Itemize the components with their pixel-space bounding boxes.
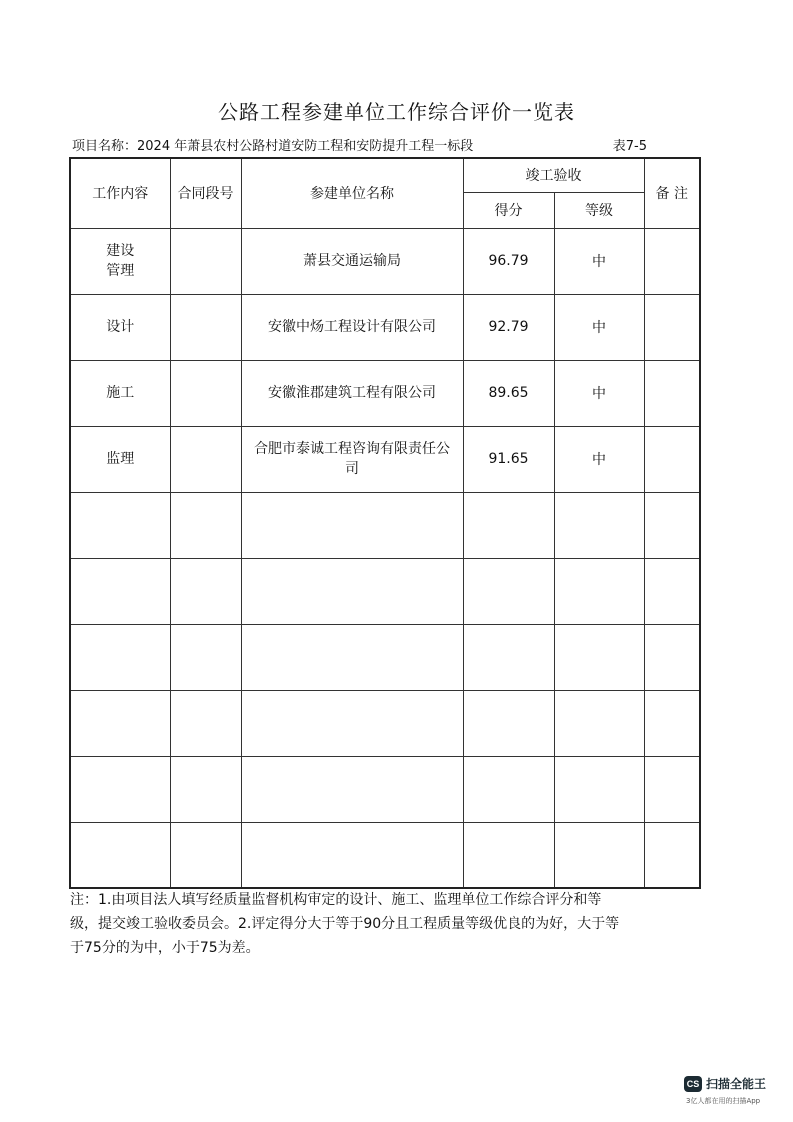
- work-content-cell: [70, 756, 170, 822]
- score-cell: 89.65: [463, 360, 554, 426]
- unit-name-cell: [241, 624, 463, 690]
- unit-name-cell: [241, 360, 463, 426]
- table-row: [70, 360, 700, 426]
- table-row: [70, 426, 700, 492]
- work-content-cell: [70, 492, 170, 558]
- grade-cell: 中: [554, 228, 644, 294]
- empty-table-row: [70, 690, 700, 756]
- contract-section-cell: [170, 624, 241, 690]
- grade-cell: [554, 756, 644, 822]
- unit-name-cell: [241, 294, 463, 360]
- score-cell: [463, 822, 554, 888]
- empty-table-row: [70, 822, 700, 888]
- document-title: 公路工程参建单位工作综合评价一览表: [218, 100, 575, 124]
- project-meta: [72, 135, 647, 154]
- work-content-cell: [70, 624, 170, 690]
- score-cell: 92.79: [463, 294, 554, 360]
- header-score: 得分: [463, 192, 554, 228]
- remark-cell: [644, 624, 700, 690]
- remark-cell: [644, 294, 700, 360]
- header-acceptance: 竣工验收: [463, 158, 644, 192]
- score-cell: [463, 624, 554, 690]
- remark-cell: [644, 360, 700, 426]
- contract-section-cell: [170, 228, 241, 294]
- header-work-content: 工作内容: [70, 158, 170, 228]
- contract-section-cell: [170, 822, 241, 888]
- score-cell: [463, 756, 554, 822]
- grade-cell: [554, 558, 644, 624]
- remark-cell: [644, 756, 700, 822]
- work-content-line: 管理: [106, 263, 135, 279]
- project-name: 2024 年萧县农村公路村道安防工程和安防提升工程一标段: [137, 139, 474, 154]
- remark-cell: [644, 690, 700, 756]
- unit-name-cell: [241, 426, 463, 492]
- remark-cell: [644, 426, 700, 492]
- empty-table-row: [70, 558, 700, 624]
- work-content-cell: [70, 360, 170, 426]
- watermark-tagline: 3亿人都在用的扫描App: [686, 1097, 761, 1105]
- unit-name-cell: [241, 822, 463, 888]
- remark-cell: [644, 228, 700, 294]
- grade-cell: [554, 492, 644, 558]
- header-grade: 等级: [554, 192, 644, 228]
- scanner-watermark: [684, 1075, 784, 1106]
- contract-section-cell: [170, 756, 241, 822]
- unit-name-cell: [241, 558, 463, 624]
- grade-cell: [554, 624, 644, 690]
- grade-cell: [554, 822, 644, 888]
- contract-section-cell: [170, 690, 241, 756]
- grade-cell: 中: [554, 294, 644, 360]
- unit-name: 合肥市泰诚工程咨询有限责任公司: [254, 441, 450, 477]
- table-body: [70, 228, 700, 888]
- work-content-cell: [70, 822, 170, 888]
- table-row: [70, 228, 700, 294]
- footnote-line: 注：1.由项目法人填写经质量监督机构审定的设计、施工、监理单位工作综合评分和等: [70, 892, 602, 908]
- contract-section-cell: [170, 294, 241, 360]
- camscanner-logo-icon: CS: [684, 1076, 702, 1092]
- score-cell: [463, 558, 554, 624]
- unit-name-cell: [241, 492, 463, 558]
- empty-table-row: [70, 756, 700, 822]
- score-cell: 91.65: [463, 426, 554, 492]
- score-cell: [463, 690, 554, 756]
- remark-cell: [644, 558, 700, 624]
- unit-name-cell: [241, 690, 463, 756]
- contract-section-cell: [170, 426, 241, 492]
- unit-name-cell: [241, 228, 463, 294]
- work-content-cell: [70, 426, 170, 492]
- footnote-line: 于75分的为中，小于75为差。: [70, 940, 260, 956]
- work-content-cell: [70, 558, 170, 624]
- project-label: 项目名称：: [72, 139, 138, 154]
- footnote-line: 级，提交竣工验收委员会。2.评定得分大于等于90分且工程质量等级优良的为好，大于等: [70, 916, 620, 932]
- contract-section-cell: [170, 360, 241, 426]
- evaluation-table: [69, 157, 701, 889]
- header-remarks: 备 注: [644, 158, 700, 228]
- table-number: 表7-5: [612, 139, 647, 154]
- table-row: [70, 294, 700, 360]
- project-info: [72, 135, 473, 154]
- header-unit-name: 参建单位名称: [241, 158, 463, 228]
- header-contract-section: 合同段号: [170, 158, 241, 228]
- empty-table-row: [70, 624, 700, 690]
- score-cell: 96.79: [463, 228, 554, 294]
- watermark-app-name: 扫描全能王: [706, 1077, 767, 1091]
- work-content-line: 建设: [106, 243, 135, 259]
- work-content-line: 设计: [106, 319, 135, 335]
- work-content-cell: [70, 294, 170, 360]
- contract-section-cell: [170, 492, 241, 558]
- empty-table-row: [70, 492, 700, 558]
- watermark-logo-row: [684, 1075, 784, 1092]
- unit-name-cell: [241, 756, 463, 822]
- grade-cell: 中: [554, 426, 644, 492]
- unit-name: 安徽中炀工程设计有限公司: [268, 319, 436, 335]
- work-content-cell: [70, 690, 170, 756]
- contract-section-cell: [170, 558, 241, 624]
- unit-name: 萧县交通运输局: [303, 253, 401, 269]
- work-content-cell: [70, 228, 170, 294]
- grade-cell: 中: [554, 360, 644, 426]
- work-content-line: 施工: [106, 385, 135, 401]
- footnote: [70, 888, 700, 960]
- remark-cell: [644, 822, 700, 888]
- remark-cell: [644, 492, 700, 558]
- unit-name: 安徽淮郡建筑工程有限公司: [268, 385, 436, 401]
- grade-cell: [554, 690, 644, 756]
- score-cell: [463, 492, 554, 558]
- work-content-line: 监理: [106, 451, 135, 467]
